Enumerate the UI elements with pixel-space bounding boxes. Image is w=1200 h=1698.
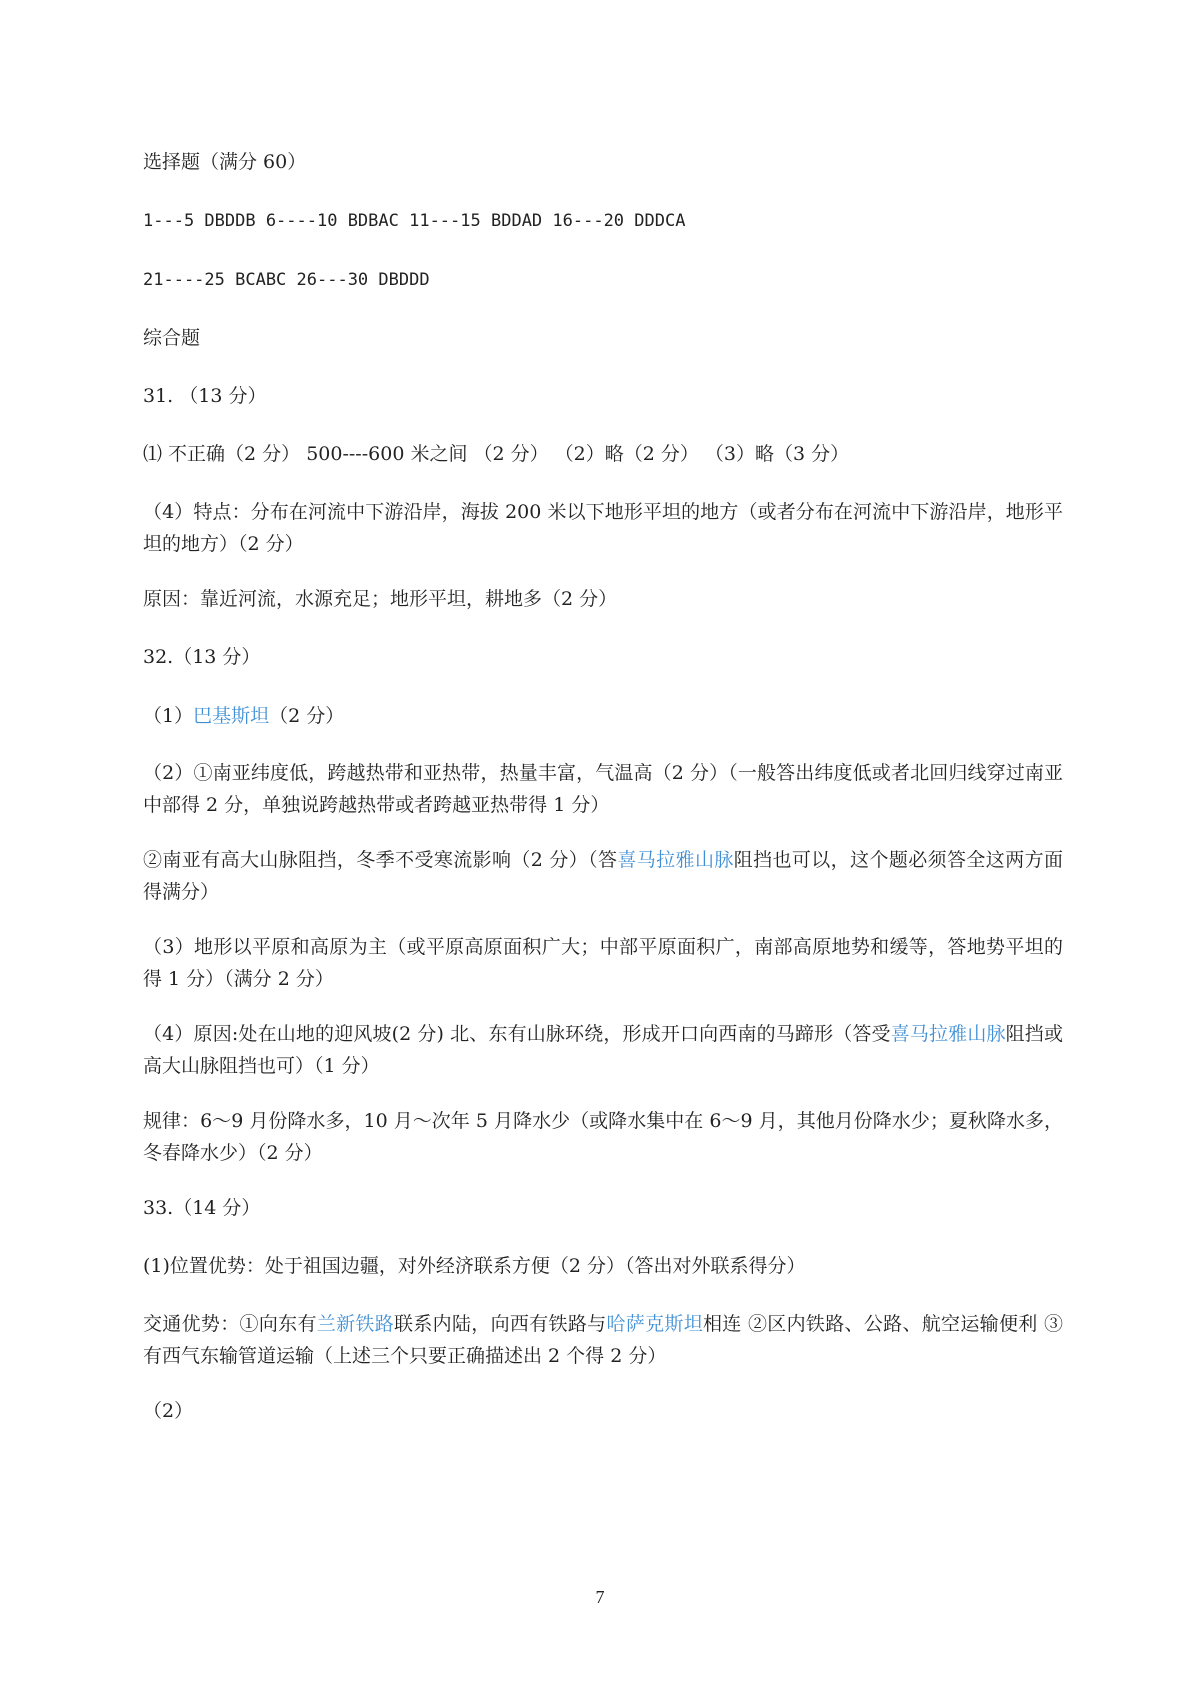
railway-link-lanxin[interactable]: 兰新铁路	[316, 1313, 395, 1335]
country-link-kazakhstan[interactable]: 哈萨克斯坦	[606, 1313, 703, 1335]
q32-answer-4-prefix: （4）原因:处在山地的迎风坡(2 分) 北、东有山脉环绕，形成开口向西南的马蹄形（答受	[143, 1023, 891, 1045]
q31-reason: 原因：靠近河流，水源充足；地形平坦，耕地多（2 分）	[143, 588, 618, 610]
q32-answer-2b-prefix: ②南亚有高大山脉阻挡，冬季不受寒流影响（2 分）（答	[143, 849, 618, 871]
q31-title: 31. （13 分）	[143, 385, 267, 407]
q33-answer-2: （2）	[143, 1400, 194, 1422]
answer-key-row-2: 21----25 BCABC 26---30 DBDDD	[143, 270, 430, 290]
q32-answer-2b	[143, 844, 1063, 908]
q33-transport-suffix: 相连 ②区内铁路、公路、航空运输便利 ③有西气东输管道运输（上述三个只要正确描述出 2 个得 2 分）	[143, 1313, 1063, 1367]
q32-answer-1	[143, 700, 1063, 732]
q33-transport-prefix: 交通优势：①向东有	[143, 1313, 317, 1335]
q33-transport	[143, 1308, 1063, 1372]
q32-answer-1-prefix: （1）	[143, 705, 194, 727]
q32-answer-2b-suffix: 阻挡也可以，这个题必须答全这两方面得满分）	[143, 849, 1063, 903]
page-number: 7	[595, 1587, 605, 1607]
heading-comprehensive: 综合题	[143, 327, 201, 349]
answer-key-row-1: 1---5 DBDDB 6----10 BDBAC 11---15 BDDAD 16---20 DDDCA	[143, 211, 686, 231]
country-link-pakistan[interactable]: 巴基斯坦	[193, 705, 270, 727]
q31-answer-1: ⑴ 不正确（2 分） 500----600 米之间 （2 分） （2）略（2 分） （3）略（3 分）	[143, 443, 850, 465]
q32-answer-2: （2）①南亚纬度低，跨越热带和亚热带，热量丰富，气温高（2 分）（一般答出纬度低或者北回归线穿过南亚中部得 2 分，单独说跨越热带或者跨越亚热带得 1 分）	[143, 762, 1063, 816]
q32-answer-4-suffix: 阻挡或高大山脉阻挡也可）（1 分）	[143, 1023, 1063, 1077]
q32-answer-3: （3）地形以平原和高原为主（或平原高原面积广大；中部平原面积广，南部高原地势和缓等，答地势平坦的得 1 分）（满分 2 分）	[143, 936, 1063, 990]
mountain-link-himalaya-2[interactable]: 喜马拉雅山脉	[890, 1023, 1006, 1045]
q33-answer-1: (1)位置优势：处于祖国边疆，对外经济联系方便（2 分）（答出对外联系得分）	[143, 1255, 806, 1277]
mountain-link-himalaya[interactable]: 喜马拉雅山脉	[617, 849, 734, 871]
q31-answer-4: （4）特点：分布在河流中下游沿岸，海拔 200 米以下地形平坦的地方（或者分布在河流中下游沿岸，地形平坦的地方）（2 分）	[143, 501, 1063, 555]
q32-rule: 规律：6～9 月份降水多，10 月～次年 5 月降水少（或降水集中在 6～9 月，其他月份降水少；夏秋降水多，冬春降水少）（2 分）	[143, 1110, 1063, 1164]
q32-answer-1-suffix: （2 分）	[269, 705, 345, 727]
q33-transport-mid: 联系内陆，向西有铁路与	[394, 1313, 607, 1335]
q32-title: 32.（13 分）	[143, 646, 261, 668]
q32-answer-4	[143, 1018, 1063, 1082]
q33-title: 33.（14 分）	[143, 1197, 261, 1219]
heading-choice-questions: 选择题（满分 60）	[143, 151, 307, 173]
